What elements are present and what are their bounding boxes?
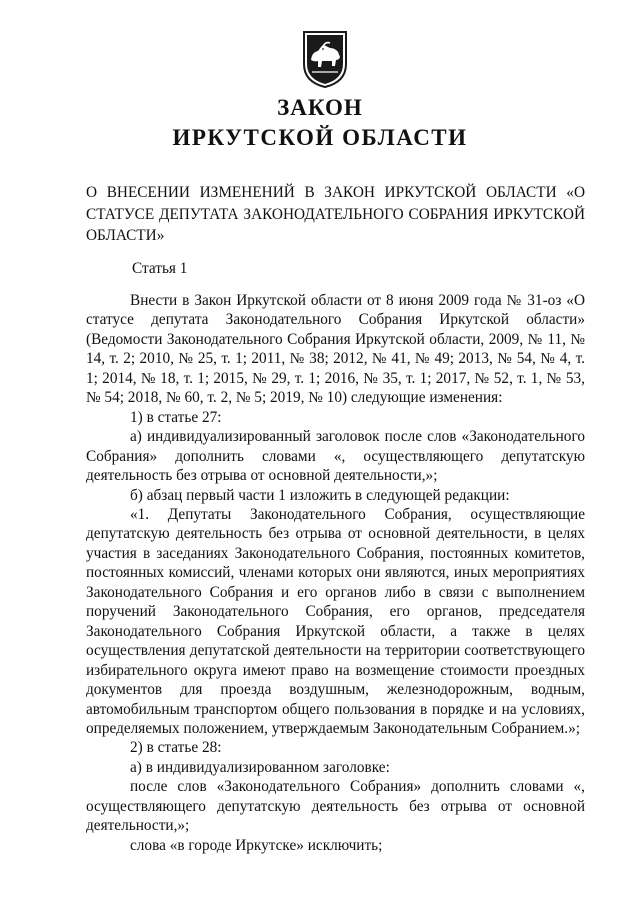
irkutsk-coat-of-arms-icon [302, 30, 348, 88]
document-title-line1: ЗАКОН [277, 95, 363, 120]
paragraph: Внести в Закон Иркутской области от 8 июня 2009 года № 31-оз «О статусе депутата Законодательного Собрания Иркутской области» (Ведомости Законодательного Собрания Иркутской области, 2009, № 11, № 14, т. 2; 2010, № 25, т. 1; 2011, № 38; 2012, № 41, № 49; 2013, № 54, № 4, т. 1; 2014, № 18, т. 1; 2015, № 29, т. 1; 2016, № 35, т. 1; 2017, № 52, т. 1, № 53, № 54; 2018, № 60, т. 2, № 5; 2019, № 10) следующие изменения: [86, 292, 585, 407]
paragraph: а) индивидуализированный заголовок после слов «Законодательного Собрания» дополнить словами «, осуществляющего депутатскую деятельность без отрыва от основной деятельности,»; [86, 428, 585, 485]
paragraph: после слов «Законодательного Собрания» дополнить словами «, осуществляющего депутатскую деятельность без отрыва от основной деятельности,»; [86, 778, 585, 835]
paragraph: «1. Депутаты Законодательного Собрания, осуществляющие депутатскую деятельность без отрыва от основной деятельности, в целях участия в заседаниях Законодательного Собрания, постоянных комитетов, постоянных комиссий, членами которых они являются, иных мероприятиях Законодательного Собрания и его органов либо в связи с выполнением поручений Законодательного Собрания, его органов, председателя Законодательного Собрания Иркутской области, а также в целях осуществления депутатской деятельности на территории соответствующего избирательного округа имеют право на возмещение стоимости проездных документов для проезда воздушным, железнодорожным, водным, автомобильным транспортом общего пользования в порядке и на условиях, определяемых положением, утверждаемым Законодательным Собранием.»; [86, 505, 585, 737]
paragraph: слова «в городе Иркутске» исключить; [130, 836, 383, 854]
law-heading: О ВНЕСЕНИИ ИЗМЕНЕНИЙ В ЗАКОН ИРКУТСКОЙ ОБЛАСТИ «О СТАТУСЕ ДЕПУТАТА ЗАКОНОДАТЕЛЬНОГО СОБРАНИЯ ИРКУТСКОЙ ОБЛАСТИ» [86, 184, 585, 244]
document-title-line2: ИРКУТСКОЙ ОБЛАСТИ [172, 125, 468, 150]
article-body [86, 291, 585, 855]
paragraph: б) абзац первый части 1 изложить в следующей редакции: [130, 486, 510, 504]
paragraph: а) в индивидуализированном заголовке: [130, 758, 390, 776]
paragraph: 1) в статье 27: [130, 408, 222, 426]
article-label: Статья 1 [132, 260, 188, 277]
paragraph: 2) в статье 28: [130, 739, 222, 757]
